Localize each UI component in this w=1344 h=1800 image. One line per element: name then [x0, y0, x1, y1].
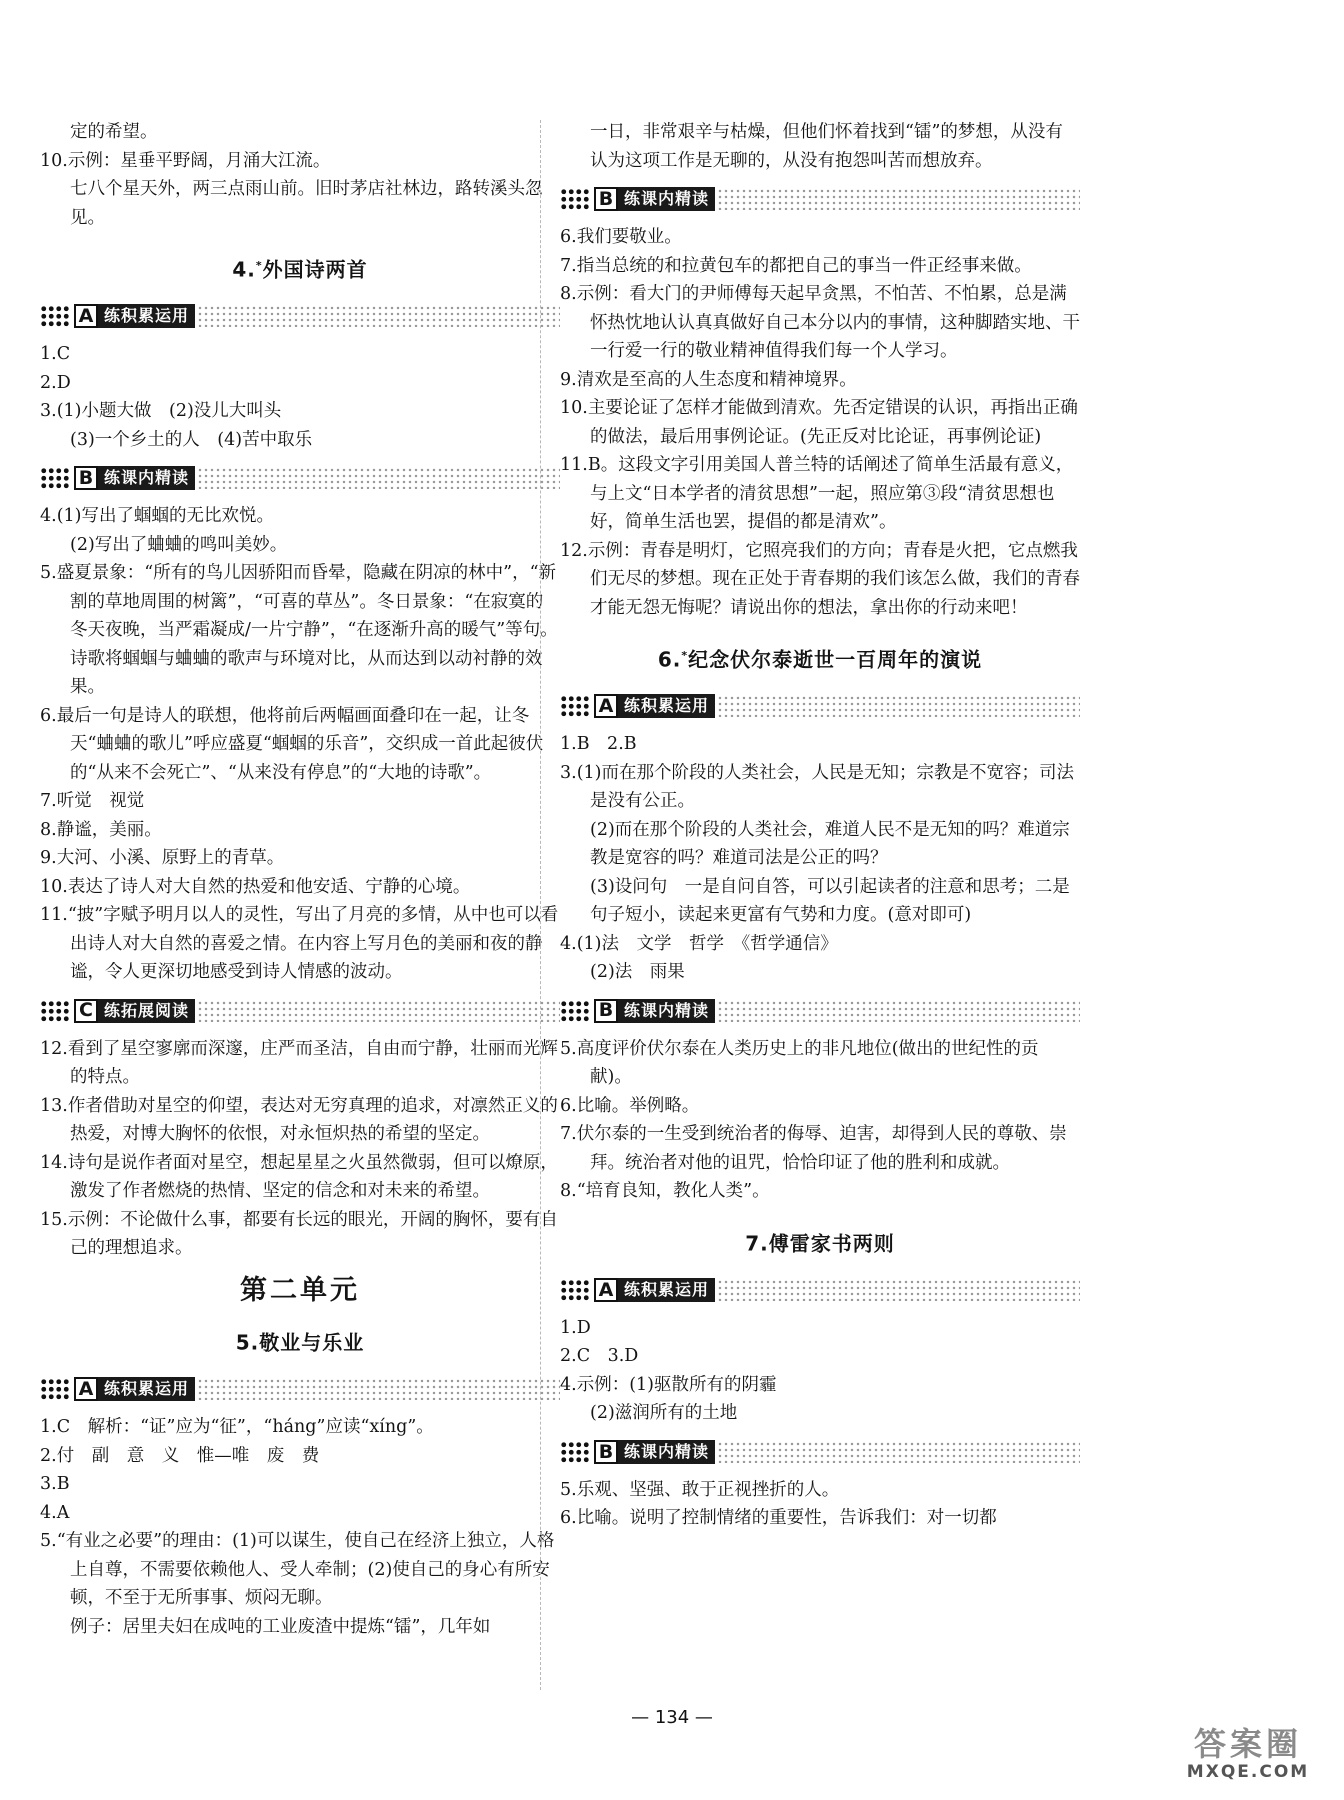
answer-item: 8.“培育良知，教化人类”。 [560, 1181, 770, 1202]
page-number: — 134 — [631, 1707, 713, 1728]
watermark-text: 答案圈 [1193, 1725, 1302, 1763]
lesson-name: 敬业与乐业 [259, 1330, 365, 1355]
lesson-number: 6. [657, 647, 682, 672]
section-dots-icon [40, 467, 70, 489]
answer-item: 例子：居里夫妇在成吨的工业废渣中提炼“镭”，几年如 [70, 1616, 491, 1637]
section-header [560, 185, 1080, 213]
answer-item: (2)法 雨果 [590, 962, 685, 983]
section-header [40, 997, 560, 1025]
answer-item: 七八个星天外，两三点雨山前。旧时茅店社林边，路转溪头忽见。 [70, 179, 543, 228]
section-label: 练课内精读 [618, 187, 715, 211]
section-header [40, 1375, 560, 1403]
answer-item: 1.B 2.B [560, 734, 637, 755]
answer-item: 9.清欢是至高的人生态度和精神境界。 [560, 369, 857, 390]
section-label: 练课内精读 [618, 1440, 715, 1464]
answer-item: 15.示例：不论做什么事，都要有长远的眼光，开阔的胸怀，要有自己的理想追求。 [40, 1209, 558, 1259]
section-dot-pattern [197, 305, 560, 327]
section-header [560, 997, 1080, 1025]
answer-item: (2)写出了蛐蛐的鸣叫美妙。 [70, 534, 288, 555]
section-dots-icon [560, 1441, 590, 1463]
answer-item: 6.最后一句是诗人的联想，他将前后两幅画面叠印在一起，让冬天“蛐蛐的歌儿”呼应盛夏“蝈蝈的乐音”，交织成一首此起彼伏的“从来不会死亡”、“从来没有停息”的“大地的诗歌”。 [40, 705, 544, 783]
answer-item: 3.(1)小题大做 (2)没儿大叫头 [40, 401, 282, 422]
answer-item: 7.听觉 视觉 [40, 791, 145, 812]
section-header [40, 302, 560, 330]
section-label: 练积累运用 [98, 1377, 195, 1401]
section-label: 练课内精读 [618, 999, 715, 1023]
answer-item: 定的希望。 [70, 122, 158, 142]
answer-item: 14.诗句是说作者面对星空，想起星星之火虽然微弱，但可以燎原，激发了作者燃烧的热情、坚定的信念和对未来的希望。 [40, 1152, 558, 1202]
section-dots-icon [560, 188, 590, 210]
section-label: 练课内精读 [98, 466, 195, 490]
watermark-url: MXQE.COM [1186, 1762, 1310, 1782]
answer-item: (2)滋润所有的土地 [590, 1403, 738, 1424]
answer-item: 7.伏尔泰的一生受到统治者的侮辱、迫害，却得到人民的尊敬、崇拜。统治者对他的诅咒，恰恰印证了他的胜利和成就。 [560, 1124, 1067, 1173]
answer-item: 4.A [40, 1502, 70, 1523]
lesson-name: 外国诗两首 [262, 257, 368, 282]
section-dot-pattern [717, 1279, 1080, 1301]
answer-item: 8.静谧，美丽。 [40, 819, 162, 840]
section-dot-pattern [197, 1378, 560, 1400]
section-header [560, 1276, 1080, 1304]
right-column [560, 118, 1080, 1533]
answer-item: 6.比喻。说明了控制情绪的重要性，告诉我们：对一切都 [560, 1508, 997, 1529]
lesson-title [40, 252, 560, 284]
section-dot-pattern [717, 1000, 1080, 1022]
section-label: 练积累运用 [618, 1278, 715, 1302]
lesson-number: 5. [235, 1330, 260, 1355]
section-dots-icon [40, 305, 70, 327]
answer-item: (2)而在那个阶段的人类社会，难道人民不是无知的吗？难道宗教是宽容的吗？难道司法是公正的吗？ [590, 819, 1070, 869]
section-letter-badge: A [74, 304, 98, 328]
answer-item: 8.示例：看大门的尹师傅每天起早贪黑，不怕苦、不怕累，总是满怀热忱地认认真真做好自己本分以内的事情，这种脚踏实地、干一行爱一行的敬业精神值得我们每一个人学习。 [560, 284, 1080, 361]
section-letter-badge: B [74, 466, 98, 490]
section-dot-pattern [717, 188, 1080, 210]
answer-item: 5.盛夏景象：“所有的鸟儿因骄阳而昏晕，隐藏在阴凉的林中”，“新割的草地周围的树篱”，“可喜的草丛”。冬日景象：“在寂寞的冬天夜晚，当严霜凝成/一片宁静”，“在逐渐升高的暖气”等句。诗歌将蝈蝈与蛐蛐的歌声与环境对比，从而达到以动衬静的效果。 [40, 563, 558, 698]
answer-item: 11.“披”字赋予明月以人的灵性，写出了月亮的多情，从中也可以看出诗人对大自然的喜爱之情。在内容上写月色的美丽和夜的静谧，令人更深切地感受到诗人情感的波动。 [40, 905, 559, 983]
lesson-name: 纪念伏尔泰逝世一百周年的演说 [688, 647, 983, 672]
lesson-star: * [681, 649, 689, 662]
answer-item: 7.指当总统的和拉黄包车的都把自己的事当一件正经事来做。 [560, 255, 1032, 276]
watermark-logo [1164, 1726, 1332, 1786]
answer-item: 4.示例：(1)驱散所有的阴霾 [560, 1374, 777, 1395]
section-label: 练积累运用 [98, 304, 195, 328]
answer-item: 11.B。这段文字引用美国人普兰特的话阐述了简单生活最有意义，与上文“日本学者的清贫思想”一起，照应第③段“清贫思想也好，简单生活也罢，提倡的都是清欢”。 [560, 455, 1074, 532]
lesson-star: * [255, 259, 263, 272]
answer-item: 3.B [40, 1474, 70, 1495]
answer-item: 1.D [560, 1317, 591, 1338]
section-dots-icon [40, 1000, 70, 1022]
section-header [560, 1438, 1080, 1466]
section-letter-badge: B [594, 1440, 618, 1464]
section-letter-badge: A [594, 1278, 618, 1302]
section-dot-pattern [717, 1441, 1080, 1463]
answer-item: 12.示例：青春是明灯，它照亮我们的方向；青春是火把，它点燃我们无尽的梦想。现在正处于青春期的我们该怎么做，我们的青春才能无怨无悔呢？请说出你的想法，拿出你的行动来吧！ [560, 540, 1080, 618]
answer-item: 1.C [40, 344, 71, 365]
answer-item: 13.作者借助对星空的仰望，表达对无穷真理的追求，对凛然正义的热爱，对博大胸怀的依恨，对永恒炽热的希望的坚定。 [40, 1095, 558, 1145]
unit-title: 第二单元 [240, 1274, 360, 1306]
answer-item: 5.高度评价伏尔泰在人类历史上的非凡地位(做出的世纪性的贡献)。 [560, 1038, 1039, 1088]
section-dot-pattern [717, 695, 1080, 717]
lesson-name: 傅雷家书两则 [768, 1231, 895, 1256]
answer-item: 9.大河、小溪、原野上的青草。 [40, 848, 285, 869]
answer-item: 2.C 3.D [560, 1346, 639, 1367]
column-divider [540, 120, 541, 1690]
section-dots-icon [40, 1378, 70, 1400]
section-letter-badge: B [594, 187, 618, 211]
lesson-title [560, 1226, 1080, 1258]
lesson-number: 4. [232, 257, 256, 282]
answer-item: 1.C 解析：“证”应为“征”，“háng”应读“xíng”。 [40, 1417, 434, 1438]
section-header [560, 692, 1080, 720]
answer-item: 4.(1)写出了蝈蝈的无比欢悦。 [40, 506, 274, 527]
section-letter-badge: C [74, 999, 98, 1023]
lesson-title [40, 1325, 560, 1357]
section-dots-icon [560, 1000, 590, 1022]
answer-item: 4.(1)法 文学 哲学 《哲学通信》 [560, 933, 838, 954]
section-dot-pattern [197, 1000, 560, 1022]
answer-item: 6.我们要敬业。 [560, 227, 682, 247]
answer-item: 5.乐观、坚强、敢于正视挫折的人。 [560, 1479, 840, 1500]
section-label: 练积累运用 [618, 694, 715, 718]
answer-item: (3)一个乡土的人 (4)苦中取乐 [70, 429, 313, 450]
left-column [40, 118, 560, 1641]
section-dots-icon [560, 1279, 590, 1301]
lesson-title [560, 642, 1080, 674]
section-letter-badge: A [74, 1377, 98, 1401]
answer-item: 12.看到了星空寥廓而深邃，庄严而圣洁，自由而宁静，壮丽而光辉的特点。 [40, 1038, 558, 1088]
answer-item: 10.主要论证了怎样才能做到清欢。先否定错误的认识，再指出正确的做法，最后用事例论证。(先正反对比论证，再事例论证) [560, 398, 1078, 447]
section-dot-pattern [197, 467, 560, 489]
section-header [40, 464, 560, 492]
answer-item: 3.(1)而在那个阶段的人类社会，人民是无知；宗教是不宽容；司法是没有公正。 [560, 762, 1074, 812]
answer-item: (3)设问句 一是自问自答，可以引起读者的注意和思考；二是句子短小，读起来更富有气势和力度。(意对即可) [590, 876, 1070, 926]
section-letter-badge: B [594, 999, 618, 1023]
answer-item: 2.付 副 意 义 惟—唯 废 费 [40, 1445, 320, 1466]
section-label: 练拓展阅读 [98, 999, 195, 1023]
section-letter-badge: A [594, 694, 618, 718]
answer-item: 2.D [40, 372, 71, 393]
answer-item: 5.“有业之必要”的理由：(1)可以谋生，使自己在经济上独立，人格上自尊，不需要依赖他人、受人牵制；(2)使自己的身心有所安顿，不至于无所事事、烦闷无聊。 [40, 1531, 555, 1609]
lesson-number: 7. [745, 1231, 769, 1256]
answer-item: 10.表达了诗人对大自然的热爱和他安适、宁静的心境。 [40, 876, 471, 897]
answer-item: 6.比喻。举例略。 [560, 1095, 700, 1116]
answer-item: 一日，非常艰辛与枯燥，但他们怀着找到“镭”的梦想，从没有认为这项工作是无聊的，从没有抱怨叫苦而想放弃。 [590, 122, 1063, 171]
answer-item: 10.示例：星垂平野阔，月涌大江流。 [40, 150, 331, 171]
section-dots-icon [560, 695, 590, 717]
